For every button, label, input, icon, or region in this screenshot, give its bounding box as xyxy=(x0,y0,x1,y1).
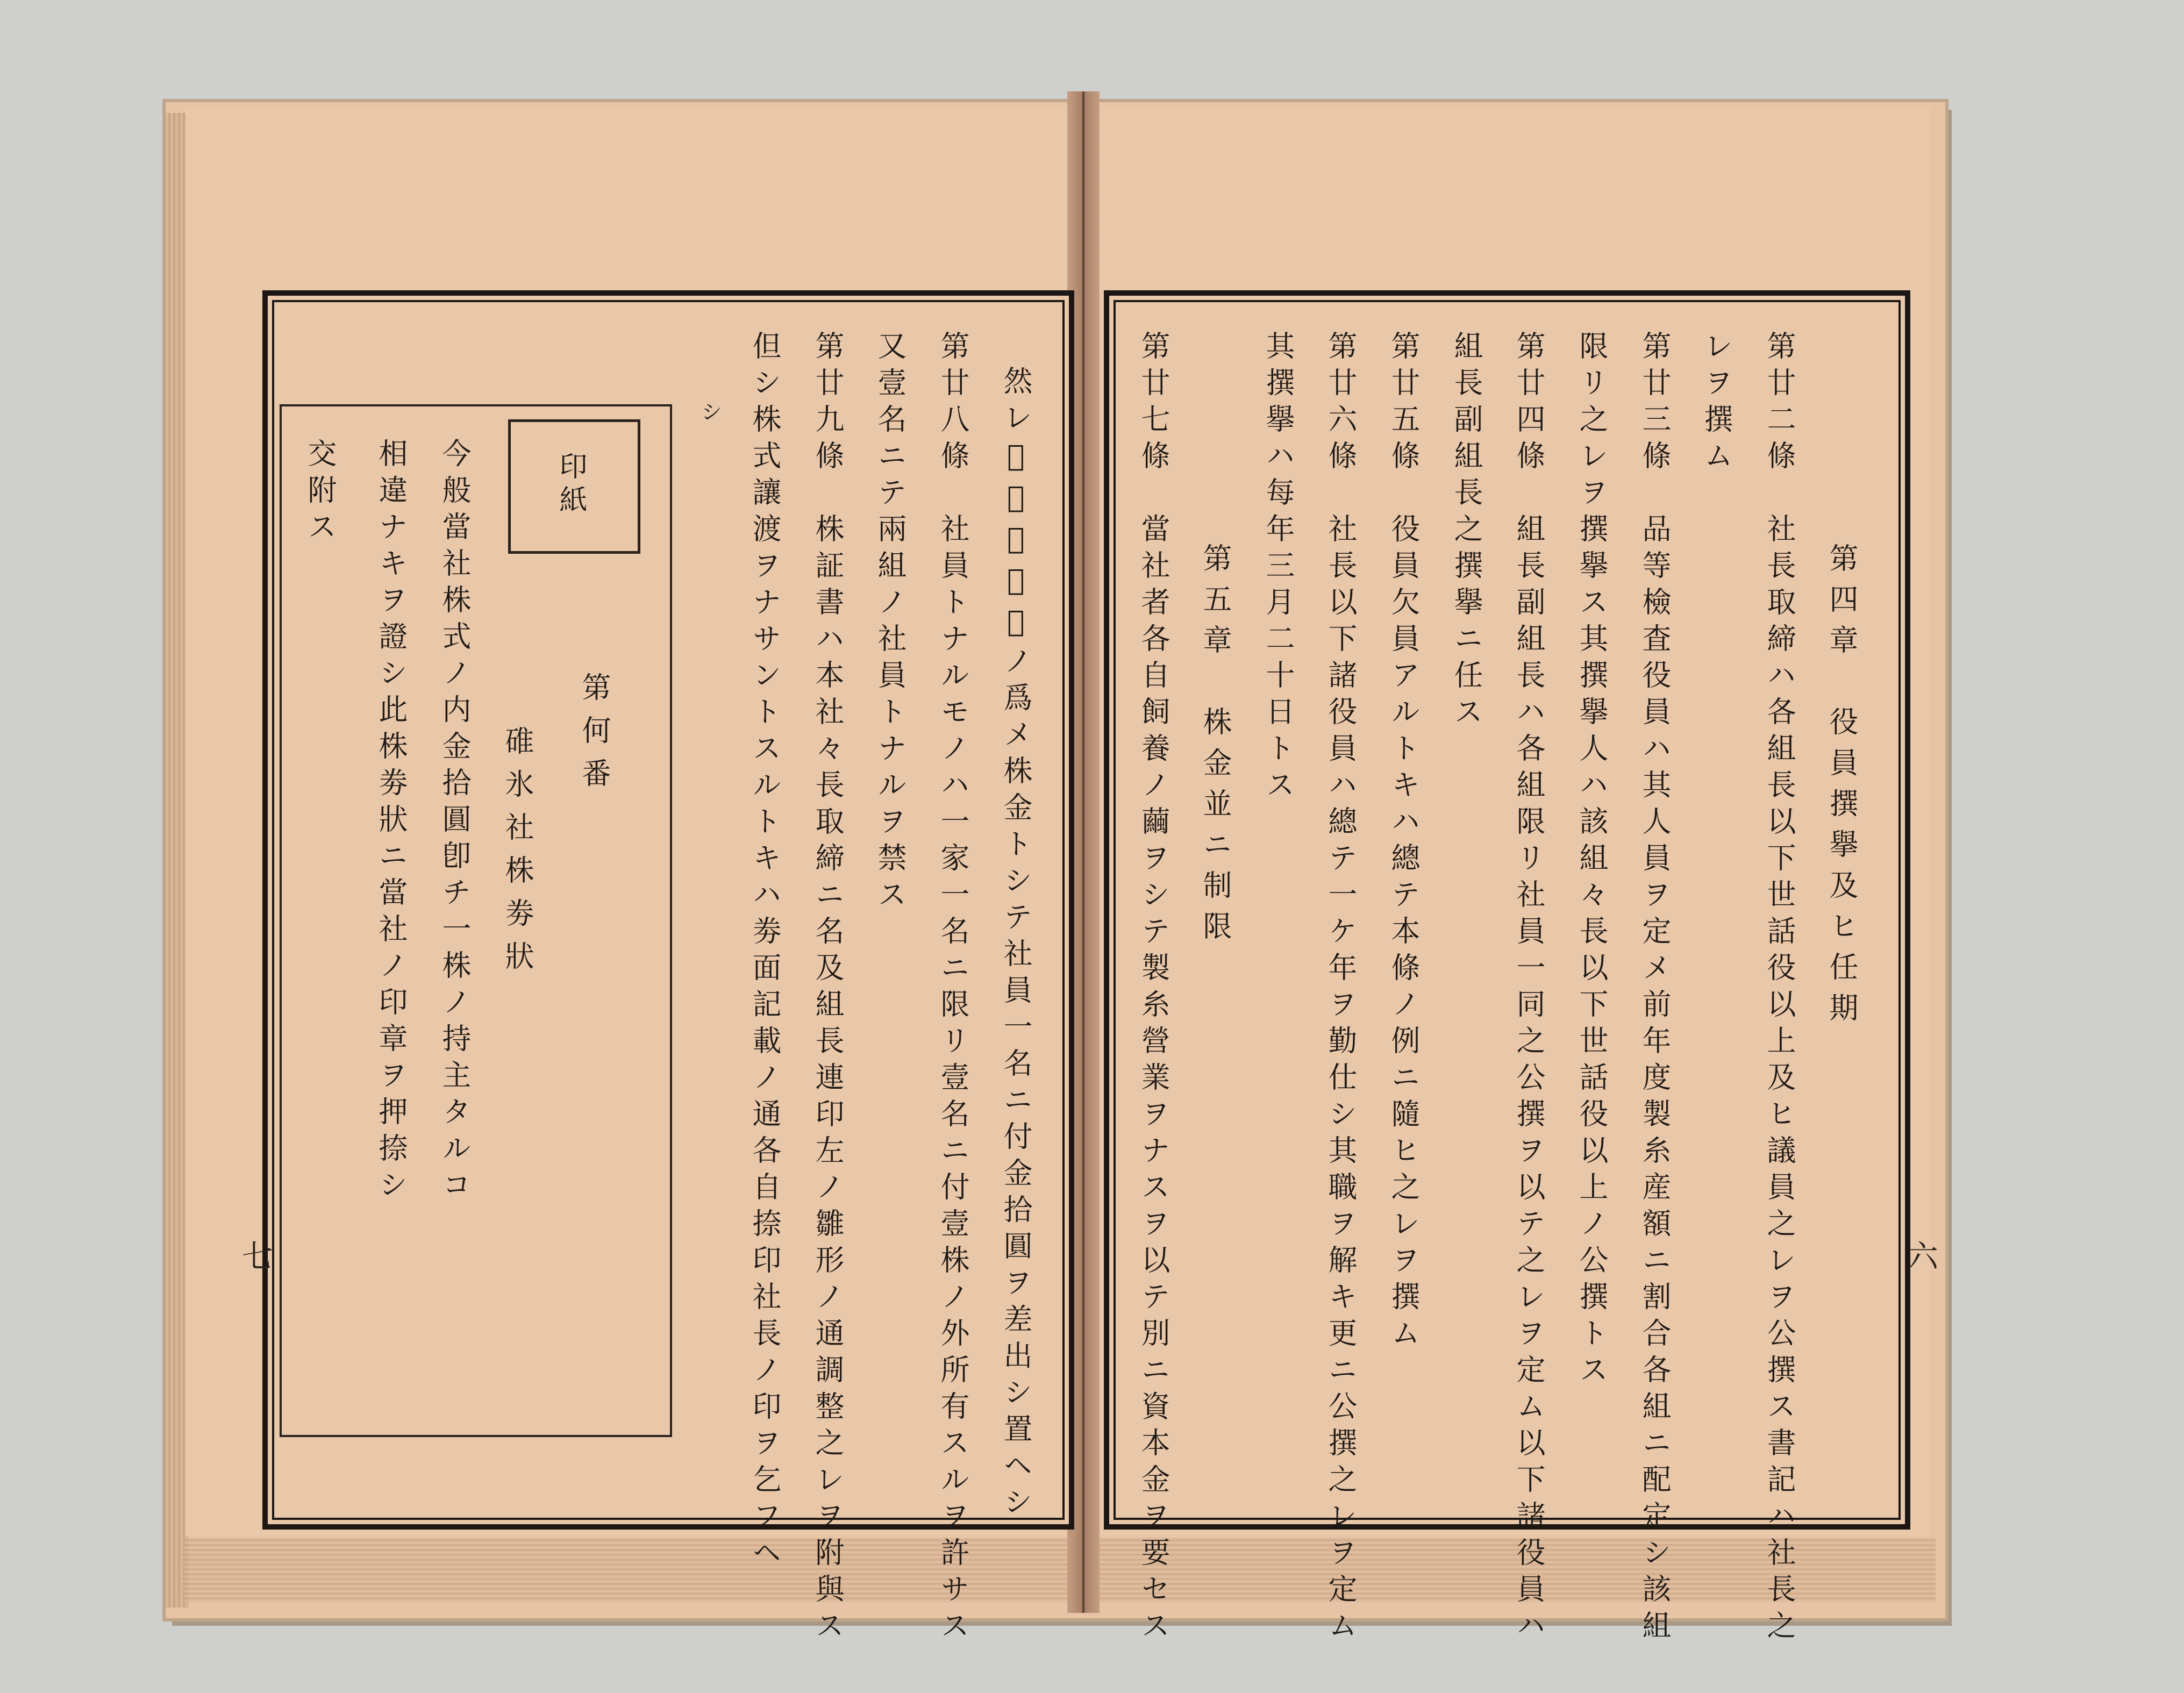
article-22: 第廿二條 社長取締ハ各組長以下世話役以上及ヒ議員之レヲ公撰ス書記ハ社長之 xyxy=(1762,331,1796,1647)
article-26-continued: 其撰擧ハ每年三月二十日トス xyxy=(1261,331,1295,806)
article-28-tail: シ xyxy=(697,401,722,430)
page-number-right: 六 xyxy=(1907,1238,1939,1275)
article-29: 第廿九條 株証書ハ本社々長取締ニ名及組長連印左ノ雛形ノ通調整之レヲ附與ス xyxy=(811,331,845,1647)
chapter-4-heading: 第四章 役員撰擧及ヒ任期 xyxy=(1825,543,1859,1033)
chapter-5-heading: 第五章 株金並ニ制限 xyxy=(1198,543,1232,952)
article-27-continued: 然レ𪜈身元保証ノ爲メ株金トシテ社員一名ニ付金拾圓ヲ差出シ置ヘシ xyxy=(999,366,1033,1523)
certificate-line-3: 交附ス xyxy=(303,438,337,548)
article-25: 第廿五條 役員欠員アルトキハ總テ本條ノ例ニ隨ヒ之レヲ撰ム xyxy=(1387,331,1421,1354)
certificate-number: 第何番 xyxy=(577,672,611,801)
article-23: 第廿三條 品等檢査役員ハ其人員ヲ定メ前年度製糸産額ニ割合各組ニ配定シ該組 xyxy=(1638,331,1672,1647)
certificate-line-2: 相違ナキヲ證シ此株劵狀ニ當社ノ印章ヲ押捺シ xyxy=(374,438,408,1206)
certificate-line-1: 今般當社株式ノ内金拾圓卽チ一株ノ持主タルコ xyxy=(438,438,472,1206)
book-bottom-edges xyxy=(183,1538,1936,1602)
certificate-title: 碓氷社株劵狀 xyxy=(501,726,534,984)
article-23-continued: 限リ之レヲ撰擧ス其撰擧人ハ該組々長以下世話役以上ノ公撰トス xyxy=(1575,331,1609,1391)
article-24-continued: 組長副組長之撰擧ニ任ス xyxy=(1450,331,1483,733)
article-29-continued: 但シ株式讓渡ヲナサントスルトキハ劵面記載ノ通各自捺印社長ノ印ヲ乞フヘ xyxy=(748,331,782,1574)
article-27: 第廿七條 當社者各自飼養ノ繭ヲシテ製糸營業ヲナスヲ以テ別ニ資本金ヲ要セス xyxy=(1137,331,1170,1647)
article-28: 第廿八條 社員トナルモノハ一家一名ニ限リ壹名ニ付壹株ノ外所有スルヲ許サス xyxy=(936,331,970,1647)
article-22-continued: レヲ撰ム xyxy=(1700,331,1733,477)
certificate-template xyxy=(280,404,672,1437)
page-number-left: 七 xyxy=(242,1238,274,1275)
article-28-continued: 又壹名ニテ兩組ノ社員トナルヲ禁ス xyxy=(873,331,907,916)
article-26: 第廿六條 社長以下諸役員ハ總テ一ケ年ヲ勤仕シ其職ヲ解キ更ニ公撰之レヲ定ム xyxy=(1324,331,1358,1647)
stamp-label: 印紙 xyxy=(554,452,587,518)
article-24: 第廿四條 組長副組長ハ各組限リ社員一同之公撰ヲ以テ之レヲ定ム以下諸役員ハ xyxy=(1512,331,1546,1647)
book-page-edges xyxy=(166,113,188,1608)
